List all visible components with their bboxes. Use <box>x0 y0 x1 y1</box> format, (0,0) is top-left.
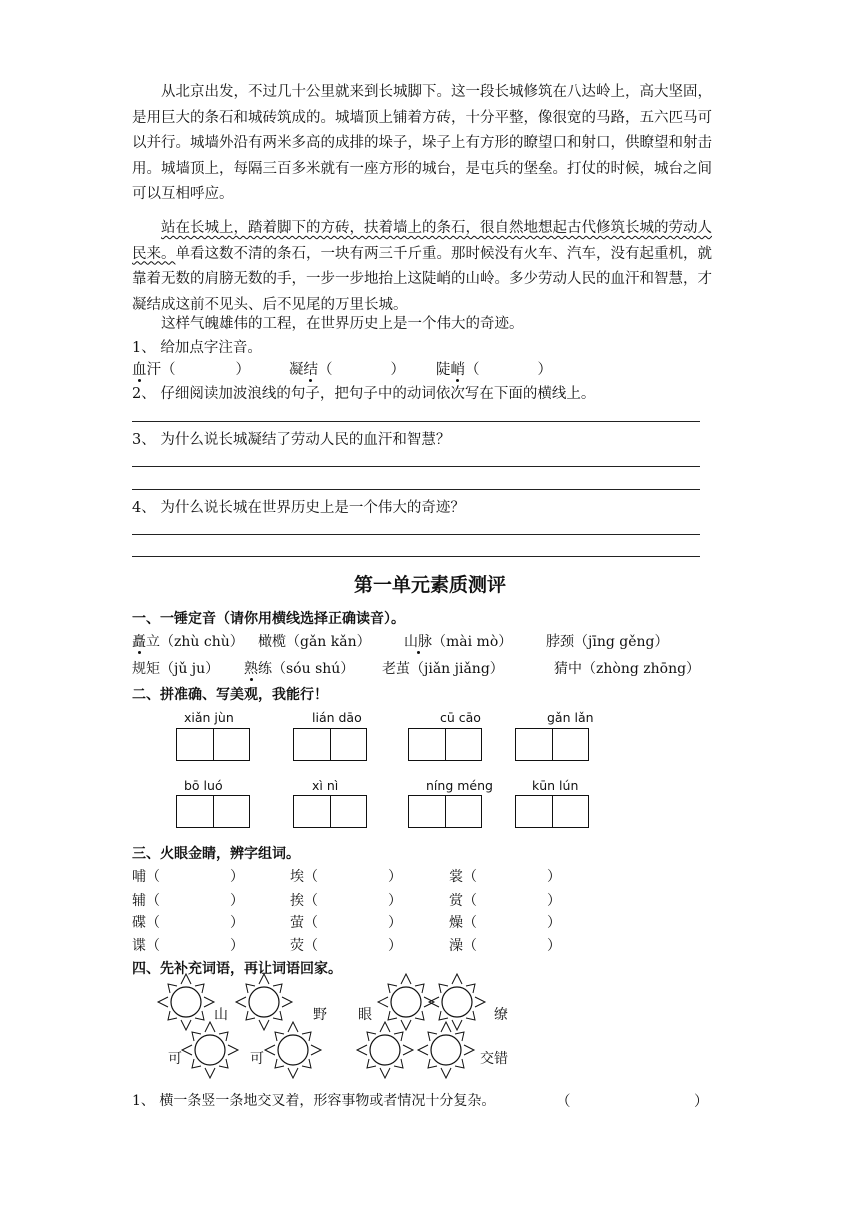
idiom-char: 交错 <box>480 1051 508 1067</box>
passage-line: 是用巨大的条石和城砖筑成的。城墙顶上铺着方砖，十分平整，像很宽的马路，五六匹马可 <box>132 109 712 126</box>
pinyin-label: gǎn lǎn <box>547 710 594 725</box>
section-3-heading: 三、火眼金睛，辨字组词。 <box>132 846 300 862</box>
dotted-char: 结 <box>303 362 318 378</box>
q4-close-paren: ） <box>694 1094 709 1110</box>
sun-icon[interactable] <box>265 1022 321 1078</box>
idiom-char: 眼 <box>358 1007 372 1023</box>
passage-line: 靠着无数的肩膀无数的手，一步一步地抬上这陡峭的山岭。多少劳动人民的血汗和智慧，才 <box>132 271 712 287</box>
pinyin-label: kūn lún <box>532 778 579 793</box>
sun-icon[interactable] <box>236 974 292 1030</box>
passage-line: 以并行。城墙外沿有两米多高的成排的垛子，垛子上有方形的瞭望口和射口，供瞭望和射击 <box>132 135 712 151</box>
q1-item-1: 血汗（ ） <box>132 362 250 378</box>
sun-icon[interactable] <box>378 974 434 1030</box>
passage-text: 单看这数不清的条石，一块有两三千斤重。那时候没有火车、汽车，没有起重机，就 <box>175 245 712 262</box>
sun-icon[interactable] <box>357 1022 413 1078</box>
sun-icon[interactable] <box>158 974 214 1030</box>
dotted-char: 矗 <box>132 634 146 650</box>
pinyin-label: xì nì <box>312 778 339 793</box>
idiom-char: 野 <box>313 1007 327 1023</box>
sun-icon[interactable] <box>418 1022 474 1078</box>
section-4-heading: 四、先补充词语，再让词语回家。 <box>132 961 342 977</box>
passage-line: 凝结成这前不见头、后不见尾的万里长城。 <box>132 296 408 313</box>
dotted-char: 熟 <box>244 661 258 677</box>
pinyin-label: lián dāo <box>312 710 362 725</box>
wavy-sentence-end: 民来。 <box>132 245 176 262</box>
pinyin-label: cū cāo <box>440 710 481 725</box>
pinyin-label: bō luó <box>184 778 223 793</box>
question-2: 2、 仔细阅读加波浪线的句子，把句子中的动词依次写在下面的横线上。 <box>132 386 596 402</box>
idiom-char: 可 <box>250 1051 264 1067</box>
q4-answer-blank[interactable] <box>572 1090 692 1108</box>
question-1: 1、 给加点字注音。 <box>132 340 262 356</box>
question-4: 4、 为什么说长城在世界历史上是一个伟大的奇迹？ <box>132 500 465 516</box>
idiom-char: 可 <box>168 1051 182 1067</box>
section-2-heading: 二、拼准确、写美观，我能行！ <box>132 687 328 703</box>
section-1-heading: 一、一锤定音（请你用横线选择正确读音）。 <box>132 611 405 627</box>
passage-paragraph-3: 这样气魄雄伟的工程，在世界历史上是一个伟大的奇迹。 <box>161 316 524 332</box>
passage-line: 可以互相呼应。 <box>132 186 234 202</box>
wavy-sentence: 站在长城上，踏着脚下的方砖，扶着墙上的条石，很自然地想起古代修筑长城的劳动人 <box>161 220 712 236</box>
q1-item-3: 陡峭（ ） <box>436 362 552 378</box>
pinyin-label: xiǎn jùn <box>184 710 234 725</box>
q4-open-paren: （ <box>556 1094 571 1110</box>
question-3: 3、 为什么说长城凝结了劳动人民的血汗和智慧？ <box>132 432 451 448</box>
q1-item-2: 凝结（ ） <box>289 362 405 378</box>
pinyin-label: níng méng <box>426 778 493 793</box>
idiom-char: 山 <box>214 1007 228 1023</box>
passage-line: 从北京出发，不过几十公里就来到长城脚下。这一段长城修筑在八达岭上，高大坚固， <box>161 84 712 100</box>
dotted-char: 峭 <box>450 362 465 378</box>
passage-line: 用。城墙顶上，每隔三百多米就有一座方形的城台，是屯兵的堡垒。打仗的时候，城台之间 <box>132 160 712 177</box>
sun-icon[interactable] <box>182 1022 238 1078</box>
section-4-question-1: 1、 横一条竖一条地交叉着，形容事物或者情况十分复杂。 <box>132 1093 496 1109</box>
unit-title: 第一单元素质测评 <box>353 574 506 596</box>
sun-icon[interactable] <box>429 974 485 1030</box>
dotted-char: 血 <box>132 362 147 378</box>
idiom-char: 缭 <box>494 1007 508 1023</box>
